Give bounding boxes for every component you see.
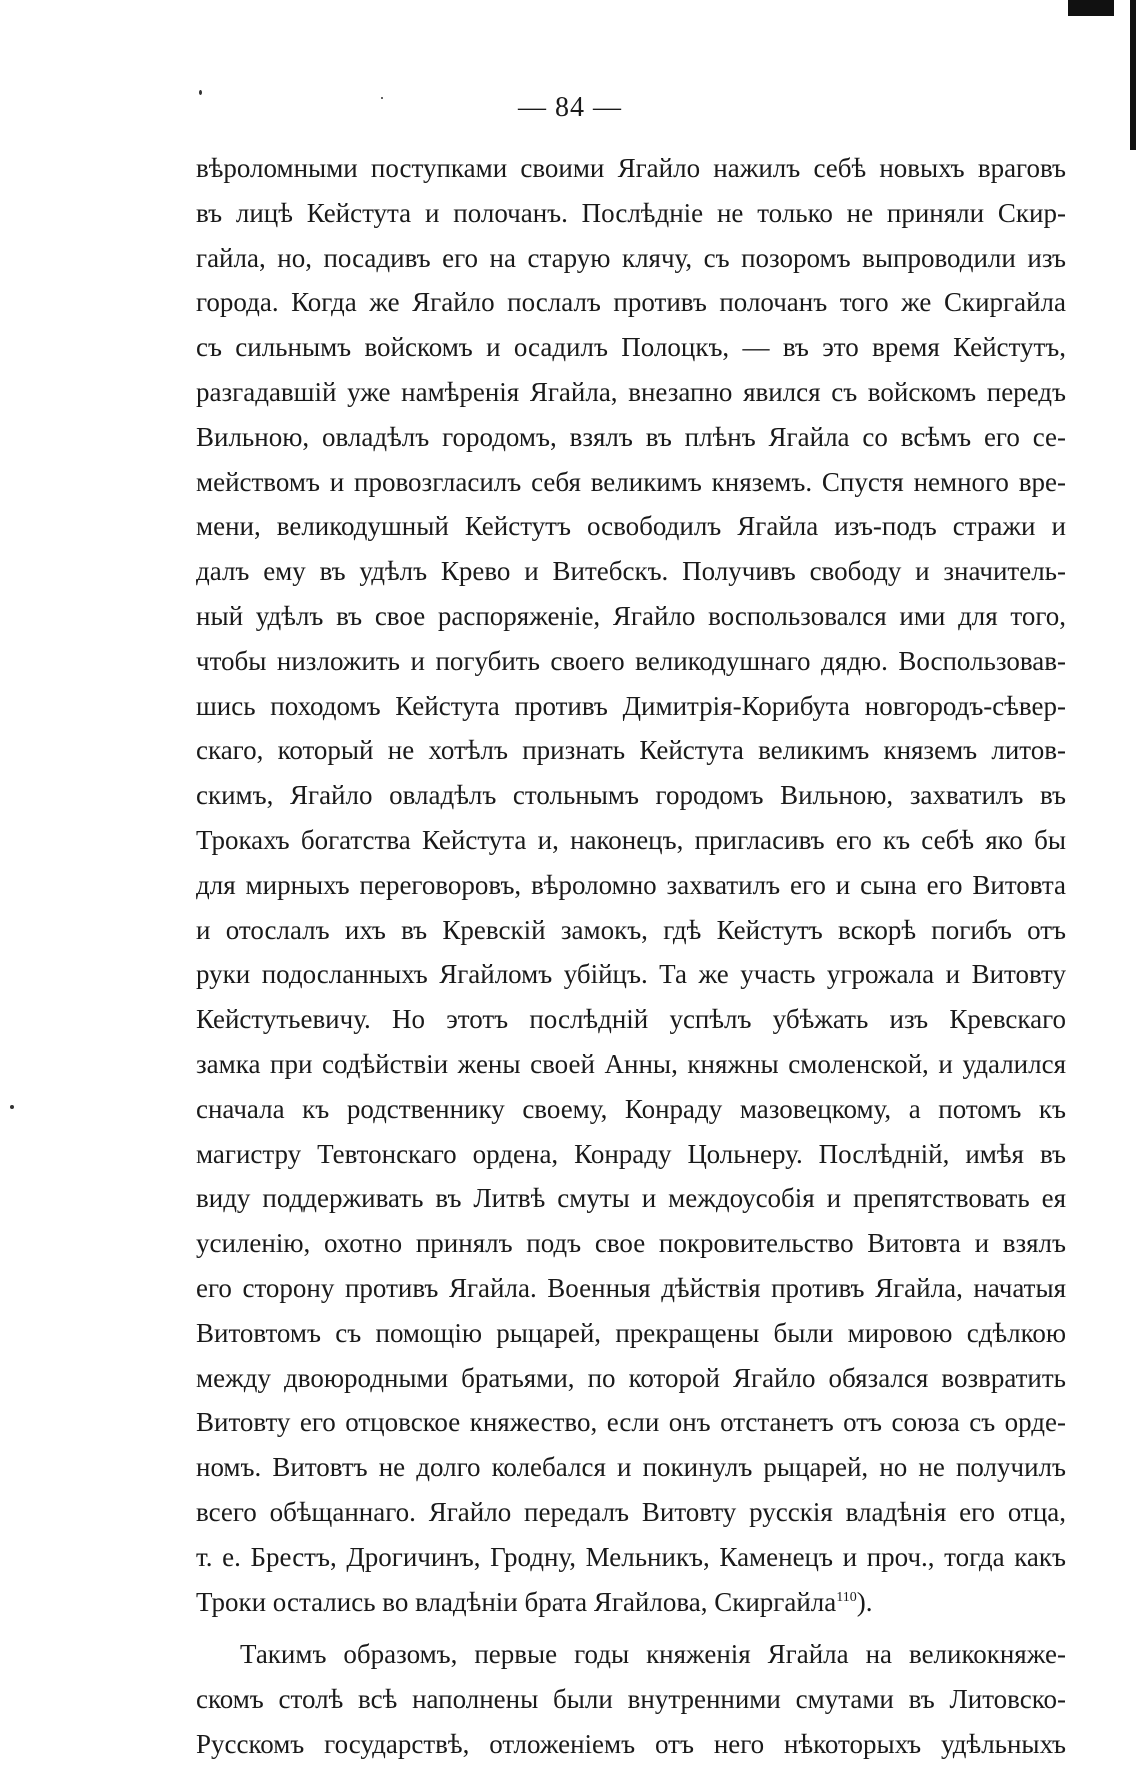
paragraph xyxy=(196,1632,1066,1766)
text-line: руки подосланныхъ Ягайломъ убійцъ. Та же участь угрожала и Витовту xyxy=(196,959,1066,990)
text-line: Кейстутьевичу. Но этотъ послѣдній успѣлъ убѣжать изъ Кревскаго xyxy=(196,1004,1066,1035)
text-line: чтобы низложить и погубить своего великодушнаго дядю. Воспользовав- xyxy=(196,645,1066,676)
text-line: далъ ему въ удѣлъ Крево и Витебскъ. Получивъ свободу и значитель- xyxy=(196,556,1066,587)
text-line: Витовтомъ съ помощію рыцарей, прекращены были мировою сдѣлкою xyxy=(196,1317,1066,1348)
text-line: Русскомъ государствѣ, отложеніемъ отъ него нѣкоторыхъ удѣльныхъ xyxy=(196,1728,1066,1759)
paragraph xyxy=(196,146,1066,1580)
text-line: сначала къ родственнику своему, Конраду мазовецкому, а потомъ къ xyxy=(196,1093,1066,1124)
text-line: т. е. Брестъ, Дрогичинъ, Гродну, Мельникъ, Каменецъ и проч., тогда какъ xyxy=(196,1541,1066,1572)
text-line: Витовту его отцовское княжество, если онъ отстанетъ отъ союза съ орде- xyxy=(196,1407,1066,1438)
text-line: шись походомъ Кейстута противъ Димитрія-Корибута новгородъ-сѣвер- xyxy=(196,690,1066,721)
text-line: гайла, но, посадивъ его на старую клячу, съ позоромъ выпроводили изъ xyxy=(196,242,1066,273)
page-number: — 84 — xyxy=(518,92,622,123)
text-line: мени, великодушный Кейстутъ освободилъ Ягайла изъ-подъ стражи и xyxy=(196,511,1066,542)
text-line: Такимъ образомъ, первые годы княженія Ягайла на великокняже- xyxy=(240,1639,1066,1670)
text-line: замка при содѣйствіи жены своей Анны, княжны смоленской, и удалился xyxy=(196,1048,1066,1079)
text-line: разгадавшій уже намѣренія Ягайла, внезапно явился съ войскомъ передъ xyxy=(196,376,1066,407)
text-line: съ сильнымъ войскомъ и осадилъ Полоцкъ, — въ это время Кейстутъ, xyxy=(196,332,1066,363)
text-line: города. Когда же Ягайло послалъ противъ полочанъ того же Скиргайла xyxy=(196,287,1066,318)
text-line: скаго, который не хотѣлъ признать Кейстута великимъ княземъ литов- xyxy=(196,735,1066,766)
scan-speck xyxy=(10,1105,14,1109)
body-text xyxy=(196,146,1066,1767)
text-line: Вильною, овладѣлъ городомъ, взялъ въ плѣнъ Ягайла со всѣмъ его се- xyxy=(196,421,1066,452)
text-line: магистру Тевтонскаго ордена, Конраду Цольнеру. Послѣдній, имѣя въ xyxy=(196,1138,1066,1169)
text-line: мействомъ и провозгласилъ себя великимъ княземъ. Спустя немного вре- xyxy=(196,466,1066,497)
text-line: въ лицѣ Кейстута и полочанъ. Послѣдніе не только не приняли Скир- xyxy=(196,197,1066,228)
text-line-content: Троки остались во владѣніи брата Ягайлова, Скиргайла xyxy=(196,1586,837,1617)
scan-edge-mark xyxy=(1130,0,1136,150)
text-line xyxy=(196,1580,1066,1625)
text-line: скимъ, Ягайло овладѣлъ стольнымъ городомъ Вильною, захватилъ въ xyxy=(196,780,1066,811)
text-line: между двоюродными братьями, по которой Ягайло обязался возвратить xyxy=(196,1362,1066,1393)
scan-edge-mark xyxy=(1068,0,1114,16)
text-line: номъ. Витовтъ не долго колебался и покинулъ рыцарей, но не получилъ xyxy=(196,1452,1066,1483)
text-line: скомъ столѣ всѣ наполнены были внутренними смутами въ Литовско- xyxy=(196,1684,1066,1715)
text-line: виду поддерживать въ Литвѣ смуты и междоусобія и препятствовать ея xyxy=(196,1183,1066,1214)
text-line: всего обѣщаннаго. Ягайло передалъ Витовту русскія владѣнія его отца, xyxy=(196,1496,1066,1527)
text-line: ный удѣлъ въ свое распоряженіе, Ягайло воспользовался ими для того, xyxy=(196,600,1066,631)
text-line: Трокахъ богатства Кейстута и, наконецъ, пригласивъ его къ себѣ яко бы xyxy=(196,824,1066,855)
text-line: усиленію, охотно принялъ подъ свое покровительство Витовта и взялъ xyxy=(196,1228,1066,1259)
footnote-reference[interactable]: 110 xyxy=(836,1589,857,1605)
text-line: вѣроломными поступками своими Ягайло нажилъ себѣ новыхъ враговъ xyxy=(196,153,1066,183)
text-line: его сторону противъ Ягайла. Военныя дѣйствія противъ Ягайла, начатыя xyxy=(196,1272,1066,1303)
text-line: и отослалъ ихъ въ Кревскій замокъ, гдѣ Кейстутъ вскорѣ погибъ отъ xyxy=(196,914,1066,945)
text-line: для мирныхъ переговоровъ, вѣроломно захватилъ его и сына его Витовта xyxy=(196,869,1066,900)
text-line-tail: ). xyxy=(856,1586,873,1617)
